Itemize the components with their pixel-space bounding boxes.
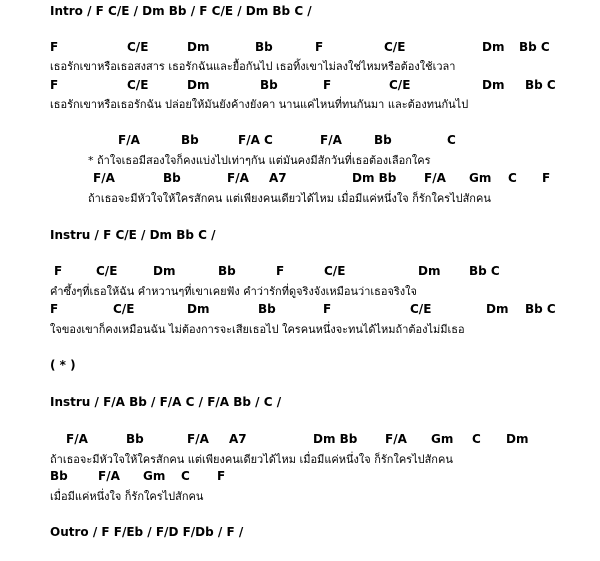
chord: F bbox=[54, 264, 63, 278]
chord: F/A bbox=[320, 133, 342, 147]
chord-row bbox=[0, 469, 600, 483]
chord: F bbox=[217, 469, 226, 483]
chord: F/A bbox=[424, 171, 446, 185]
chord: F/A bbox=[385, 432, 407, 446]
chord: Bb C bbox=[525, 302, 556, 316]
chord: F bbox=[276, 264, 285, 278]
chord: F bbox=[50, 78, 59, 92]
chord: Dm bbox=[187, 302, 210, 316]
chord: F/A C bbox=[238, 133, 273, 147]
chord: Dm Bb bbox=[352, 171, 397, 185]
chord: Bb C bbox=[469, 264, 500, 278]
chord: F bbox=[50, 40, 59, 54]
chord: Bb bbox=[163, 171, 181, 185]
chord: Dm bbox=[187, 78, 210, 92]
chord: C/E bbox=[127, 40, 149, 54]
chord: Gm bbox=[143, 469, 166, 483]
chord: C/E bbox=[410, 302, 432, 316]
chord: Bb bbox=[50, 469, 68, 483]
chord: Bb bbox=[260, 78, 278, 92]
chord: C/E bbox=[389, 78, 411, 92]
chord: Dm bbox=[482, 40, 505, 54]
chord: F bbox=[50, 302, 59, 316]
chord-row bbox=[0, 171, 600, 185]
chord-row bbox=[0, 133, 600, 147]
chord: F/A bbox=[118, 133, 140, 147]
lyric-line: คำซึ้งๆที่เธอให้ฉัน คำหวานๆที่เขาเคยฟัง คำว่ารักที่ดูจริงจังเหมือนว่าเธอจริงใจ bbox=[50, 285, 417, 298]
chord: Bb bbox=[126, 432, 144, 446]
chord: C bbox=[472, 432, 481, 446]
chord-row bbox=[0, 40, 600, 54]
chord: F/A bbox=[227, 171, 249, 185]
intro-chords: Intro / F C/E / Dm Bb / F C/E / Dm Bb C / bbox=[50, 4, 312, 18]
chord: F bbox=[323, 78, 332, 92]
chord: Gm bbox=[469, 171, 492, 185]
chord: F bbox=[323, 302, 332, 316]
chord: F/A bbox=[93, 171, 115, 185]
chord: Dm bbox=[153, 264, 176, 278]
lyric-line: * ถ้าใจเธอมีสองใจก็คงแบ่งไปเท่าๆกัน แต่มันคงมีสักวันที่เธอต้องเลือกใคร bbox=[88, 154, 431, 167]
chord: Bb bbox=[181, 133, 199, 147]
instru-chords: Instru / F/A Bb / F/A C / F/A Bb / C / bbox=[50, 395, 282, 409]
chord: F bbox=[542, 171, 551, 185]
chord: Bb bbox=[218, 264, 236, 278]
chord-row bbox=[0, 264, 600, 278]
chord: A7 bbox=[269, 171, 287, 185]
chord: Dm bbox=[506, 432, 529, 446]
outro-chords: Outro / F F/Eb / F/D F/Db / F / bbox=[50, 525, 244, 539]
chord: C/E bbox=[127, 78, 149, 92]
chord: F/A bbox=[98, 469, 120, 483]
chord-row bbox=[0, 432, 600, 446]
chord-row bbox=[0, 302, 600, 316]
chord: Dm Bb bbox=[313, 432, 358, 446]
chord: F bbox=[315, 40, 324, 54]
lyric-line: เธอรักเขาหรือเธอรักฉัน ปล่อยให้มันยังค้างยังคา นานแค่ไหนที่ทนกันมา และต้องทนกันไป bbox=[50, 98, 469, 111]
chord: C bbox=[508, 171, 517, 185]
chord: C/E bbox=[113, 302, 135, 316]
chord: Bb bbox=[255, 40, 273, 54]
lyric-line: ถ้าเธอจะมีหัวใจให้ใครสักคน แต่เพียงคนเดียวได้ไหม เมื่อมีแค่หนึ่งใจ ก็รักใครไปสักคน bbox=[50, 453, 453, 466]
chord: C bbox=[181, 469, 190, 483]
chord: Dm bbox=[482, 78, 505, 92]
lyric-line: เมื่อมีแค่หนึ่งใจ ก็รักใครไปสักคน bbox=[50, 490, 204, 503]
lyric-line: ใจของเขาก็คงเหมือนฉัน ไม่ต้องการจะเสียเธอไป ใครคนหนึ่งจะทนได้ไหมถ้าต้องไม่มีเธอ bbox=[50, 323, 465, 336]
chord: C/E bbox=[384, 40, 406, 54]
repeat-marker: ( * ) bbox=[50, 358, 76, 372]
chord: C/E bbox=[324, 264, 346, 278]
lyric-line: เธอรักเขาหรือเธอสงสาร เธอรักฉันและยื้อกันไป เธอทิ้งเขาไม่ลงใช่ไหมหรือต้องใช้เวลา bbox=[50, 60, 456, 73]
chord-row bbox=[0, 78, 600, 92]
chord: Dm bbox=[187, 40, 210, 54]
chord: Dm bbox=[486, 302, 509, 316]
chord: Dm bbox=[418, 264, 441, 278]
instru-chords: Instru / F C/E / Dm Bb C / bbox=[50, 228, 216, 242]
chord: Bb bbox=[258, 302, 276, 316]
chord: Bb C bbox=[519, 40, 550, 54]
chord: A7 bbox=[229, 432, 247, 446]
chord: F/A bbox=[66, 432, 88, 446]
chord: F/A bbox=[187, 432, 209, 446]
chord: Bb C bbox=[525, 78, 556, 92]
chord: Bb bbox=[374, 133, 392, 147]
chord: Gm bbox=[431, 432, 454, 446]
chord: C/E bbox=[96, 264, 118, 278]
lyric-line: ถ้าเธอจะมีหัวใจให้ใครสักคน แต่เพียงคนเดียวได้ไหม เมื่อมีแค่หนึ่งใจ ก็รักใครไปสักคน bbox=[88, 192, 491, 205]
chord: C bbox=[447, 133, 456, 147]
